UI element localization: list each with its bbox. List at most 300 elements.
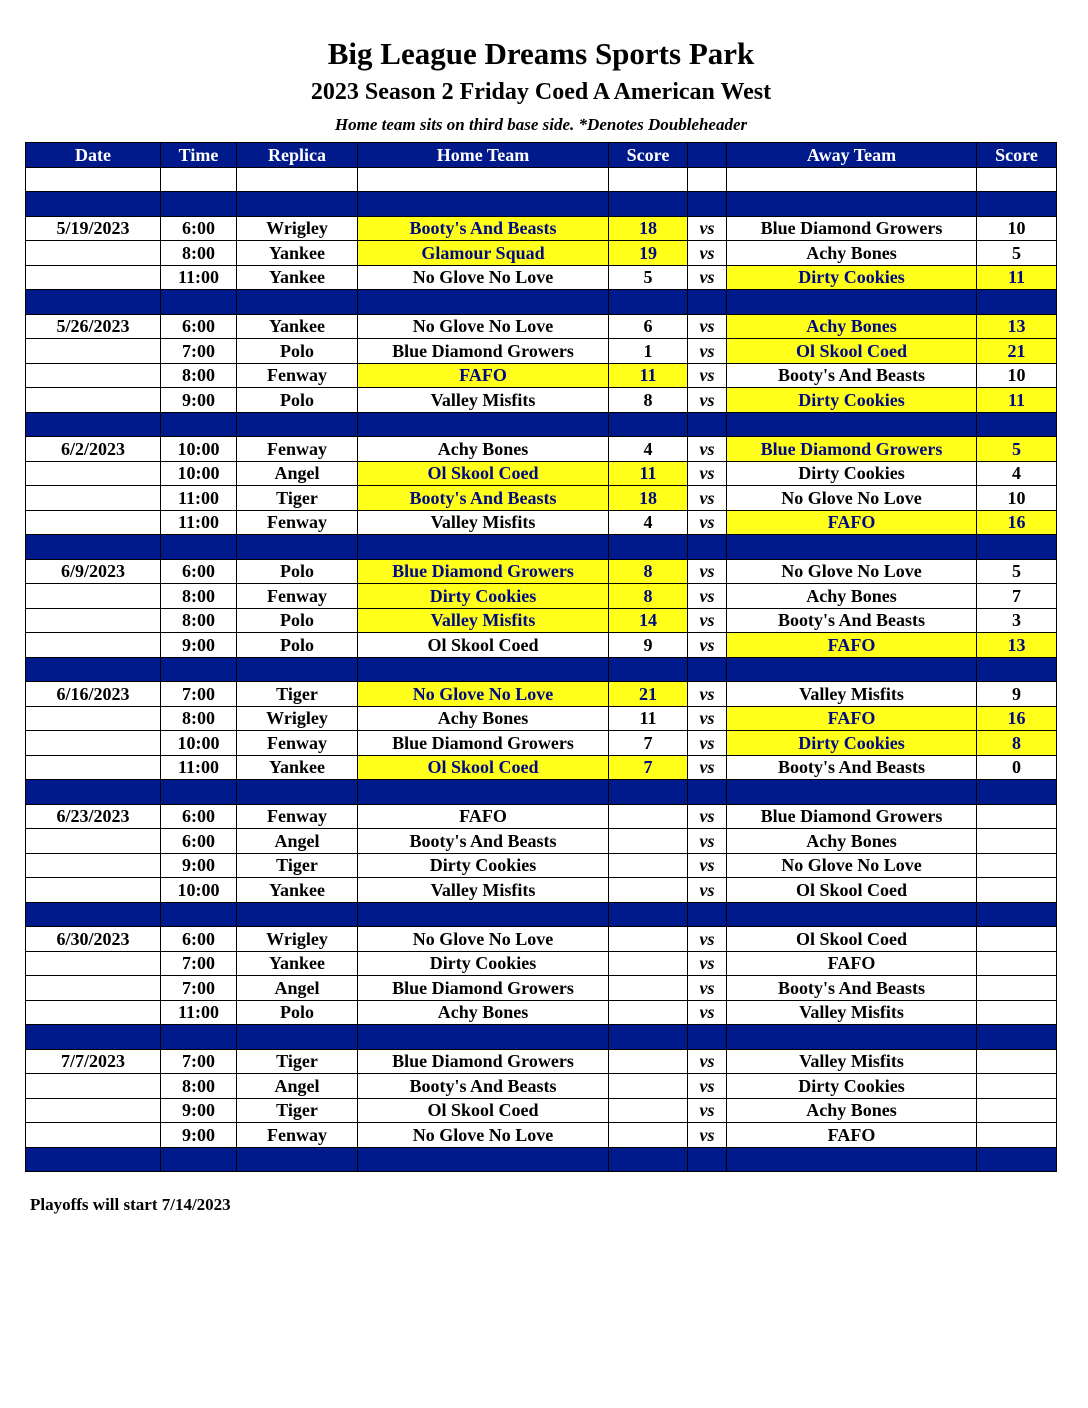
away-team: FAFO	[727, 706, 977, 731]
away-score: 3	[977, 608, 1057, 633]
blank-cell	[26, 167, 161, 192]
game-time: 7:00	[161, 682, 237, 707]
game-date: 6/23/2023	[26, 804, 161, 829]
game-time: 7:00	[161, 951, 237, 976]
separator-cell	[609, 192, 688, 217]
home-score: 8	[609, 388, 688, 413]
separator-cell	[609, 657, 688, 682]
separator-cell	[977, 902, 1057, 927]
away-team: Dirty Cookies	[727, 731, 977, 756]
game-row	[26, 804, 1057, 829]
game-date: 6/2/2023	[26, 437, 161, 462]
game-row	[26, 706, 1057, 731]
away-team: Blue Diamond Growers	[727, 216, 977, 241]
game-time: 6:00	[161, 829, 237, 854]
away-team: Achy Bones	[727, 829, 977, 854]
separator-cell	[26, 902, 161, 927]
separator-cell	[237, 412, 358, 437]
away-score: 7	[977, 584, 1057, 609]
separator-cell	[26, 780, 161, 805]
away-team: Dirty Cookies	[727, 265, 977, 290]
game-replica: Yankee	[237, 878, 358, 903]
home-score	[609, 1123, 688, 1148]
away-team: Ol Skool Coed	[727, 927, 977, 952]
away-score: 13	[977, 314, 1057, 339]
home-score: 4	[609, 437, 688, 462]
game-row	[26, 241, 1057, 266]
home-score	[609, 878, 688, 903]
game-replica: Yankee	[237, 951, 358, 976]
blank-cell	[688, 167, 727, 192]
separator-cell	[358, 1025, 609, 1050]
home-team: Booty's And Beasts	[358, 486, 609, 511]
home-team: No Glove No Love	[358, 927, 609, 952]
game-replica: Fenway	[237, 731, 358, 756]
home-team: Valley Misfits	[358, 510, 609, 535]
vs-label: vs	[688, 339, 727, 364]
game-replica: Polo	[237, 608, 358, 633]
separator-cell	[26, 192, 161, 217]
home-score: 18	[609, 216, 688, 241]
game-date: 5/19/2023	[26, 216, 161, 241]
away-score: 5	[977, 559, 1057, 584]
separator-cell	[727, 192, 977, 217]
game-time: 8:00	[161, 706, 237, 731]
vs-label: vs	[688, 682, 727, 707]
game-replica: Tiger	[237, 853, 358, 878]
game-time: 6:00	[161, 314, 237, 339]
game-time: 9:00	[161, 388, 237, 413]
away-team: Dirty Cookies	[727, 1074, 977, 1099]
game-replica: Angel	[237, 461, 358, 486]
game-time: 9:00	[161, 1098, 237, 1123]
home-team: No Glove No Love	[358, 265, 609, 290]
away-team: Blue Diamond Growers	[727, 437, 977, 462]
away-score: 16	[977, 510, 1057, 535]
vs-label: vs	[688, 706, 727, 731]
home-score	[609, 1098, 688, 1123]
away-team: Blue Diamond Growers	[727, 804, 977, 829]
vs-label: vs	[688, 878, 727, 903]
game-time: 6:00	[161, 804, 237, 829]
col-header-home-score: Score	[609, 143, 688, 168]
vs-label: vs	[688, 853, 727, 878]
separator-cell	[688, 1025, 727, 1050]
game-row	[26, 584, 1057, 609]
away-score: 5	[977, 241, 1057, 266]
vs-label: vs	[688, 829, 727, 854]
away-score	[977, 976, 1057, 1001]
game-row	[26, 1074, 1057, 1099]
game-row	[26, 486, 1057, 511]
home-score: 8	[609, 559, 688, 584]
separator-cell	[727, 1147, 977, 1172]
game-row	[26, 976, 1057, 1001]
away-team: No Glove No Love	[727, 853, 977, 878]
game-date: 6/16/2023	[26, 682, 161, 707]
game-replica: Yankee	[237, 314, 358, 339]
game-replica: Fenway	[237, 804, 358, 829]
separator-cell	[688, 412, 727, 437]
away-score	[977, 927, 1057, 952]
separator-cell	[609, 780, 688, 805]
vs-label: vs	[688, 486, 727, 511]
separator-cell	[727, 902, 977, 927]
blank-cell	[161, 167, 237, 192]
separator-cell	[688, 902, 727, 927]
separator-cell	[161, 1147, 237, 1172]
home-team: Blue Diamond Growers	[358, 976, 609, 1001]
away-team: Dirty Cookies	[727, 461, 977, 486]
home-team: Blue Diamond Growers	[358, 731, 609, 756]
schedule-body	[26, 167, 1057, 1172]
away-team: Achy Bones	[727, 241, 977, 266]
game-time: 8:00	[161, 584, 237, 609]
separator-cell	[688, 192, 727, 217]
game-replica: Fenway	[237, 1123, 358, 1148]
separator-cell	[161, 412, 237, 437]
vs-label: vs	[688, 559, 727, 584]
week-separator-row	[26, 1147, 1057, 1172]
blank-cell	[237, 167, 358, 192]
game-time: 6:00	[161, 559, 237, 584]
game-date	[26, 755, 161, 780]
away-team: Valley Misfits	[727, 1049, 977, 1074]
separator-cell	[237, 902, 358, 927]
vs-label: vs	[688, 804, 727, 829]
separator-cell	[26, 290, 161, 315]
away-score	[977, 1123, 1057, 1148]
game-row	[26, 1049, 1057, 1074]
game-date	[26, 878, 161, 903]
game-row	[26, 853, 1057, 878]
vs-label: vs	[688, 437, 727, 462]
game-row	[26, 216, 1057, 241]
game-replica: Polo	[237, 633, 358, 658]
game-date	[26, 1074, 161, 1099]
game-row	[26, 951, 1057, 976]
game-date	[26, 853, 161, 878]
away-team: Ol Skool Coed	[727, 878, 977, 903]
game-row	[26, 437, 1057, 462]
away-score: 11	[977, 388, 1057, 413]
away-score: 21	[977, 339, 1057, 364]
game-time: 9:00	[161, 1123, 237, 1148]
separator-cell	[688, 535, 727, 560]
separator-cell	[161, 780, 237, 805]
separator-cell	[26, 657, 161, 682]
vs-label: vs	[688, 388, 727, 413]
game-row	[26, 388, 1057, 413]
game-row	[26, 461, 1057, 486]
home-team: Booty's And Beasts	[358, 216, 609, 241]
away-team: Booty's And Beasts	[727, 608, 977, 633]
game-time: 9:00	[161, 853, 237, 878]
home-score: 11	[609, 706, 688, 731]
game-row	[26, 731, 1057, 756]
away-score	[977, 951, 1057, 976]
game-replica: Yankee	[237, 755, 358, 780]
away-score: 8	[977, 731, 1057, 756]
vs-label: vs	[688, 608, 727, 633]
home-score: 1	[609, 339, 688, 364]
game-replica: Yankee	[237, 265, 358, 290]
away-team: No Glove No Love	[727, 559, 977, 584]
home-score	[609, 927, 688, 952]
game-date	[26, 363, 161, 388]
away-team: Achy Bones	[727, 584, 977, 609]
game-row	[26, 878, 1057, 903]
separator-cell	[161, 657, 237, 682]
away-score	[977, 853, 1057, 878]
home-team: FAFO	[358, 804, 609, 829]
game-replica: Wrigley	[237, 706, 358, 731]
home-team: Achy Bones	[358, 706, 609, 731]
game-time: 8:00	[161, 1074, 237, 1099]
col-header-away-score: Score	[977, 143, 1057, 168]
away-score	[977, 1074, 1057, 1099]
vs-label: vs	[688, 755, 727, 780]
game-date	[26, 706, 161, 731]
separator-cell	[161, 902, 237, 927]
game-row	[26, 1123, 1057, 1148]
away-team: Ol Skool Coed	[727, 339, 977, 364]
away-score	[977, 878, 1057, 903]
home-team: Dirty Cookies	[358, 951, 609, 976]
home-team: Achy Bones	[358, 1000, 609, 1025]
page-title: Big League Dreams Sports Park	[327, 36, 755, 71]
vs-label: vs	[688, 216, 727, 241]
game-time: 11:00	[161, 486, 237, 511]
game-date	[26, 388, 161, 413]
game-row	[26, 510, 1057, 535]
home-score	[609, 951, 688, 976]
game-replica: Tiger	[237, 682, 358, 707]
page-subtitle: 2023 Season 2 Friday Coed A American West	[310, 79, 772, 105]
vs-label: vs	[688, 241, 727, 266]
game-time: 11:00	[161, 510, 237, 535]
away-score: 0	[977, 755, 1057, 780]
separator-cell	[977, 1025, 1057, 1050]
vs-label: vs	[688, 633, 727, 658]
game-replica: Wrigley	[237, 927, 358, 952]
separator-cell	[609, 535, 688, 560]
game-date	[26, 241, 161, 266]
separator-cell	[727, 780, 977, 805]
home-score: 8	[609, 584, 688, 609]
game-row	[26, 363, 1057, 388]
game-row	[26, 559, 1057, 584]
game-time: 11:00	[161, 755, 237, 780]
game-replica: Angel	[237, 976, 358, 1001]
vs-label: vs	[688, 927, 727, 952]
vs-label: vs	[688, 951, 727, 976]
separator-cell	[237, 657, 358, 682]
home-team: Dirty Cookies	[358, 853, 609, 878]
game-time: 10:00	[161, 878, 237, 903]
game-time: 7:00	[161, 976, 237, 1001]
away-score: 11	[977, 265, 1057, 290]
separator-cell	[26, 1147, 161, 1172]
game-time: 11:00	[161, 1000, 237, 1025]
game-row	[26, 682, 1057, 707]
home-team: Glamour Squad	[358, 241, 609, 266]
game-date	[26, 731, 161, 756]
home-team: Booty's And Beasts	[358, 829, 609, 854]
vs-label: vs	[688, 265, 727, 290]
separator-cell	[977, 192, 1057, 217]
home-score: 11	[609, 461, 688, 486]
game-row	[26, 829, 1057, 854]
game-time: 11:00	[161, 265, 237, 290]
home-team: Blue Diamond Growers	[358, 339, 609, 364]
separator-cell	[609, 1147, 688, 1172]
game-date	[26, 461, 161, 486]
away-team: Booty's And Beasts	[727, 363, 977, 388]
game-row	[26, 608, 1057, 633]
game-replica: Fenway	[237, 363, 358, 388]
away-score: 10	[977, 363, 1057, 388]
away-score: 4	[977, 461, 1057, 486]
away-team: Valley Misfits	[727, 682, 977, 707]
home-team-note: Home team sits on third base side. *Denotes Doubleheader	[334, 115, 748, 134]
game-replica: Fenway	[237, 510, 358, 535]
separator-cell	[688, 657, 727, 682]
away-score	[977, 1049, 1057, 1074]
home-score: 7	[609, 731, 688, 756]
separator-cell	[358, 192, 609, 217]
home-team: Ol Skool Coed	[358, 1098, 609, 1123]
vs-label: vs	[688, 314, 727, 339]
separator-cell	[358, 657, 609, 682]
week-separator-row	[26, 657, 1057, 682]
separator-cell	[977, 412, 1057, 437]
game-replica: Polo	[237, 559, 358, 584]
separator-cell	[358, 902, 609, 927]
game-replica: Angel	[237, 1074, 358, 1099]
separator-cell	[26, 1025, 161, 1050]
separator-cell	[161, 192, 237, 217]
week-separator-row	[26, 535, 1057, 560]
vs-label: vs	[688, 1000, 727, 1025]
home-score: 7	[609, 755, 688, 780]
separator-cell	[237, 780, 358, 805]
vs-label: vs	[688, 731, 727, 756]
blank-cell	[727, 167, 977, 192]
home-score: 5	[609, 265, 688, 290]
home-score: 9	[609, 633, 688, 658]
away-team: Booty's And Beasts	[727, 976, 977, 1001]
week-separator-row	[26, 290, 1057, 315]
game-date	[26, 976, 161, 1001]
game-time: 6:00	[161, 216, 237, 241]
game-time: 10:00	[161, 731, 237, 756]
game-date: 7/7/2023	[26, 1049, 161, 1074]
separator-cell	[237, 535, 358, 560]
home-team: No Glove No Love	[358, 682, 609, 707]
separator-cell	[727, 412, 977, 437]
away-score: 9	[977, 682, 1057, 707]
away-team: Achy Bones	[727, 314, 977, 339]
home-score	[609, 1049, 688, 1074]
game-row	[26, 314, 1057, 339]
separator-cell	[688, 290, 727, 315]
home-team: Ol Skool Coed	[358, 633, 609, 658]
game-replica: Polo	[237, 339, 358, 364]
home-team: Valley Misfits	[358, 388, 609, 413]
away-score	[977, 1098, 1057, 1123]
separator-cell	[609, 290, 688, 315]
home-score: 4	[609, 510, 688, 535]
separator-cell	[237, 1147, 358, 1172]
game-row	[26, 755, 1057, 780]
schedule-table	[25, 142, 1057, 1172]
away-team: FAFO	[727, 1123, 977, 1148]
game-time: 8:00	[161, 608, 237, 633]
separator-cell	[977, 535, 1057, 560]
vs-label: vs	[688, 976, 727, 1001]
home-team: Ol Skool Coed	[358, 755, 609, 780]
home-score	[609, 1000, 688, 1025]
away-team: FAFO	[727, 951, 977, 976]
away-score: 5	[977, 437, 1057, 462]
vs-label: vs	[688, 510, 727, 535]
game-replica: Tiger	[237, 486, 358, 511]
week-separator-row	[26, 1025, 1057, 1050]
game-date	[26, 633, 161, 658]
game-replica: Polo	[237, 388, 358, 413]
away-score	[977, 804, 1057, 829]
away-score: 10	[977, 216, 1057, 241]
separator-cell	[161, 290, 237, 315]
game-date	[26, 1000, 161, 1025]
away-score	[977, 829, 1057, 854]
game-row	[26, 633, 1057, 658]
game-date	[26, 339, 161, 364]
separator-cell	[977, 290, 1057, 315]
separator-cell	[237, 290, 358, 315]
game-replica: Tiger	[237, 1049, 358, 1074]
separator-cell	[688, 1147, 727, 1172]
game-date	[26, 1098, 161, 1123]
separator-cell	[727, 535, 977, 560]
game-replica: Angel	[237, 829, 358, 854]
game-time: 6:00	[161, 927, 237, 952]
game-row	[26, 339, 1057, 364]
vs-label: vs	[688, 584, 727, 609]
home-score: 18	[609, 486, 688, 511]
separator-cell	[977, 1147, 1057, 1172]
home-score	[609, 829, 688, 854]
away-score	[977, 1000, 1057, 1025]
game-time: 8:00	[161, 241, 237, 266]
separator-cell	[688, 780, 727, 805]
col-header-date: Date	[26, 143, 161, 168]
col-header-time: Time	[161, 143, 237, 168]
vs-label: vs	[688, 1098, 727, 1123]
away-score: 13	[977, 633, 1057, 658]
separator-cell	[727, 657, 977, 682]
separator-cell	[609, 1025, 688, 1050]
separator-cell	[161, 535, 237, 560]
separator-cell	[727, 290, 977, 315]
week-separator-row	[26, 412, 1057, 437]
game-replica: Fenway	[237, 437, 358, 462]
home-team: Booty's And Beasts	[358, 1074, 609, 1099]
separator-cell	[358, 1147, 609, 1172]
week-separator-row	[26, 902, 1057, 927]
blank-cell	[609, 167, 688, 192]
